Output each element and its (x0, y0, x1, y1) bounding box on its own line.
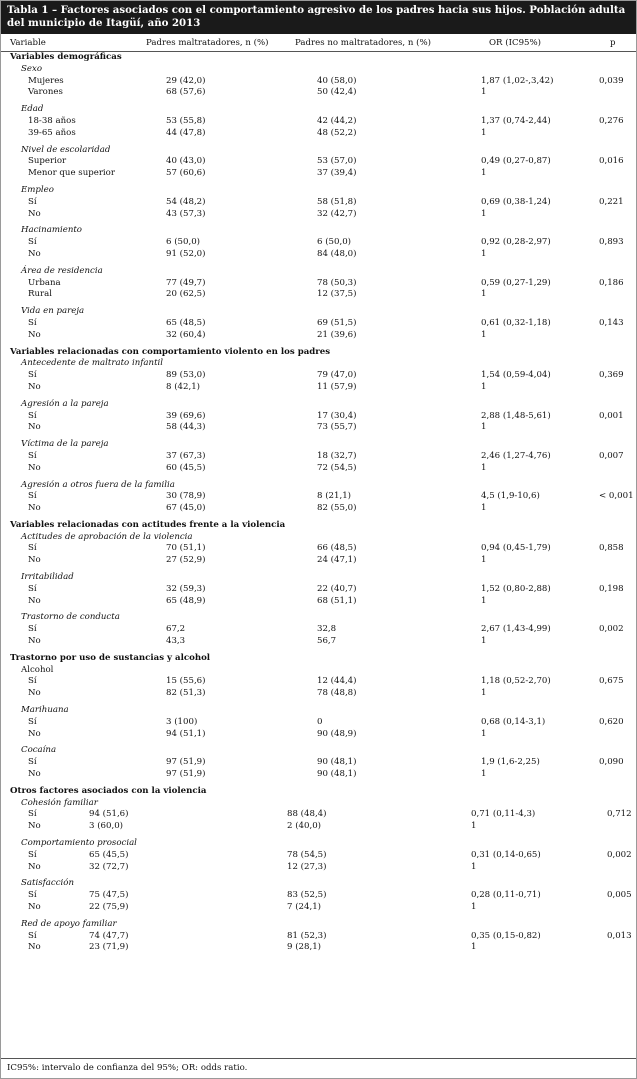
table-row (1, 942, 636, 954)
table-cell: 7 (24,1) (287, 902, 322, 912)
subgroup-heading: Trastorno de conducta (21, 612, 120, 623)
table-row (1, 491, 636, 503)
table-cell: 0,016 (599, 156, 624, 167)
table-cell: 12 (27,3) (287, 861, 327, 872)
table-cell: 44 (47,8) (166, 127, 206, 138)
table-cell: 32 (60,4) (166, 329, 206, 340)
column-header-p: p (610, 38, 616, 48)
table-cell: Sí (28, 809, 37, 820)
table-cell: 67 (45,0) (166, 503, 206, 514)
table-cell: 0,620 (599, 716, 624, 727)
table-cell: 50 (42,4) (317, 87, 357, 98)
table-row (1, 850, 636, 862)
table-cell: No (28, 595, 41, 606)
table-cell: No (28, 208, 41, 219)
table-cell: 70 (51,1) (166, 543, 206, 554)
table-cell: 1 (481, 208, 487, 219)
table-cell: 32 (42,7) (317, 208, 357, 219)
table-row (1, 330, 636, 342)
table-cell: 6 (50,0) (317, 237, 352, 248)
table-row (1, 168, 636, 180)
table-cell: Urbana (28, 277, 61, 288)
table-cell: 3 (100) (166, 716, 198, 727)
table-cell: 8 (21,1) (317, 491, 352, 502)
table-cell: 1 (481, 503, 487, 514)
table-cell: 65 (48,9) (166, 595, 206, 606)
table-body (1, 52, 636, 954)
column-header-row (1, 34, 636, 52)
table-cell: No (28, 902, 41, 912)
group-heading: Trastorno por uso de sustancias y alcohol (10, 652, 211, 663)
subgroup-heading: Red de apoyo familiar (21, 918, 117, 929)
table-cell: 68 (57,6) (166, 87, 206, 98)
table-row (1, 237, 636, 249)
table-row (1, 809, 636, 821)
table-cell: Sí (28, 890, 37, 901)
table-cell: 12 (44,4) (317, 676, 357, 687)
column-header-or: OR (IC95%) (489, 38, 542, 48)
subgroup-heading: Antecedente de maltrato infantil (21, 358, 164, 369)
table-row (1, 451, 636, 463)
table-cell: 75 (47,5) (89, 890, 129, 901)
table-cell: 0,49 (0,27-0,87) (481, 156, 551, 167)
table-cell: 56,7 (317, 636, 337, 647)
table-cell: 0,858 (599, 543, 624, 554)
table-cell: 94 (51,1) (166, 728, 206, 739)
table-cell: 0,186 (599, 277, 624, 288)
table-cell: 1 (481, 127, 487, 138)
table-cell: 0,007 (599, 450, 624, 461)
table-cell: 1,18 (0,52-2,70) (481, 676, 551, 687)
table-title: Tabla 1 – Factores asociados con el comportamiento agresivo de los padres hacia sus hijos. Población adulta del municipio de Itagüí, año 2013 (1, 1, 636, 34)
table-cell: No (28, 942, 41, 953)
table-cell: 1 (471, 861, 477, 872)
table-row (1, 769, 636, 781)
table-cell: No (28, 462, 41, 473)
table-cell: No (28, 728, 41, 739)
table-cell: Sí (28, 370, 37, 381)
table-cell: No (28, 688, 41, 699)
table-row (1, 370, 636, 382)
group-heading: Variables relacionadas con actitudes frente a la violencia (10, 519, 286, 530)
table-cell: 39-65 años (28, 127, 76, 138)
table-cell: 0,35 (0,15-0,82) (471, 930, 541, 941)
subgroup-heading: Vida en pareja (21, 306, 85, 317)
table-cell: 37 (67,3) (166, 450, 206, 461)
subgroup-heading: Alcohol (21, 664, 54, 675)
table-row (1, 422, 636, 434)
subgroup-heading: Actitudes de aprobación de la violencia (21, 531, 193, 542)
table-cell: 4,5 (1,9-10,6) (481, 491, 540, 502)
table-row (1, 676, 636, 688)
table-row (1, 116, 636, 128)
table-cell: 22 (40,7) (317, 583, 357, 594)
table-cell: 0,369 (599, 370, 624, 381)
table-cell: Sí (28, 624, 37, 635)
table-cell: 48 (52,2) (317, 127, 357, 138)
table-cell: Sí (28, 237, 37, 248)
column-header-maltratadores: Padres maltratadores, n (%) (146, 38, 269, 48)
table-cell: 40 (58,0) (317, 75, 357, 86)
table-row (1, 76, 636, 88)
table-cell: 23 (71,9) (89, 942, 129, 953)
table-cell: No (28, 329, 41, 340)
table-cell: 1 (481, 688, 487, 699)
table-cell: 66 (48,5) (317, 543, 357, 554)
table-cell: Sí (28, 676, 37, 687)
table-row (1, 411, 636, 423)
table-cell: 0,001 (599, 410, 624, 421)
table-row (1, 128, 636, 140)
table-cell: 2 (40,0) (287, 821, 322, 832)
table-row (1, 902, 636, 914)
table-cell: Sí (28, 543, 37, 554)
table-cell: 78 (48,8) (317, 688, 357, 699)
table-cell: 53 (55,8) (166, 115, 206, 126)
table-cell: 43 (57,3) (166, 208, 206, 219)
table-cell: 74 (47,7) (89, 930, 129, 941)
table-cell: 30 (78,9) (166, 491, 206, 502)
table-cell: 0,276 (599, 115, 624, 126)
table-cell: 53 (57,0) (317, 156, 357, 167)
table-cell: Sí (28, 849, 37, 860)
table-cell: 97 (51,9) (166, 757, 206, 768)
table-cell: No (28, 503, 41, 514)
table-row (1, 729, 636, 741)
table-row (1, 931, 636, 943)
table-cell: 0,221 (599, 196, 624, 207)
table-row (1, 463, 636, 475)
table-cell: No (28, 769, 41, 780)
table-cell: 24 (47,1) (317, 555, 357, 566)
table-cell: 1 (471, 902, 477, 912)
table-cell: 40 (43,0) (166, 156, 206, 167)
table-cell: 83 (52,5) (287, 890, 327, 901)
table-cell: 0,893 (599, 237, 624, 248)
table-row (1, 555, 636, 567)
table-row (1, 862, 636, 874)
table-cell: No (28, 555, 41, 566)
table-cell: 88 (48,4) (287, 809, 327, 820)
table-cell: 1,52 (0,80-2,88) (481, 583, 551, 594)
subgroup-heading: Agresión a la pareja (21, 398, 109, 409)
table-cell: 1 (481, 87, 487, 98)
table-row (1, 289, 636, 301)
table-cell: Varones (28, 87, 63, 98)
table-cell: 1 (481, 595, 487, 606)
table-row (1, 503, 636, 515)
table-cell: 0,31 (0,14-0,65) (471, 849, 541, 860)
table-cell: 0,92 (0,28-2,97) (481, 237, 551, 248)
table-cell: 42 (44,2) (317, 115, 357, 126)
table-cell: 1 (471, 942, 477, 953)
table-cell: 1 (481, 769, 487, 780)
table-cell: 1 (481, 289, 487, 300)
table-cell: Sí (28, 196, 37, 207)
table-cell: 8 (42,1) (166, 381, 201, 392)
table-cell: 90 (48,1) (317, 769, 357, 780)
table-cell: 94 (51,6) (89, 809, 129, 820)
table-cell: No (28, 381, 41, 392)
table-cell: 1 (481, 555, 487, 566)
table-cell: Superior (28, 156, 67, 167)
table-cell: 27 (52,9) (166, 555, 206, 566)
table-row (1, 543, 636, 555)
table-cell: 77 (49,7) (166, 277, 206, 288)
table-cell: 82 (55,0) (317, 503, 357, 514)
table-cell: 73 (55,7) (317, 422, 357, 433)
table-row (1, 197, 636, 209)
table-cell: 32 (72,7) (89, 861, 129, 872)
table-cell: 78 (54,5) (287, 849, 327, 860)
table-cell: 1,37 (0,74-2,44) (481, 115, 551, 126)
table-cell: 1,87 (1,02-,3,42) (481, 75, 554, 86)
table-row (1, 890, 636, 902)
table-cell: 81 (52,3) (287, 930, 327, 941)
subgroup-heading: Agresión a otros fuera de la familia (21, 479, 175, 490)
table-cell: 65 (48,5) (166, 317, 206, 328)
table-cell: 1 (481, 636, 487, 647)
table-cell: 22 (75,9) (89, 902, 129, 912)
table-cell: 1 (481, 168, 487, 179)
table-row (1, 636, 636, 648)
table-cell: 60 (45,5) (166, 462, 206, 473)
table-cell: 32 (59,3) (166, 583, 206, 594)
table-cell: 90 (48,9) (317, 728, 357, 739)
table-cell: 0,002 (599, 624, 624, 635)
table-row (1, 688, 636, 700)
table-cell: 58 (44,3) (166, 422, 206, 433)
table-row (1, 278, 636, 290)
subgroup-heading: Comportamiento prosocial (21, 838, 137, 849)
table-cell: 0,198 (599, 583, 624, 594)
table-cell: Sí (28, 583, 37, 594)
table-row (1, 624, 636, 636)
table-cell: No (28, 422, 41, 433)
table-cell: 0,005 (607, 890, 632, 901)
table-cell: 0,039 (599, 75, 624, 86)
table-cell: 1 (481, 728, 487, 739)
subgroup-heading: Cocaína (21, 745, 57, 756)
table-cell: 0,71 (0,11-4,3) (471, 809, 536, 820)
table-cell: Mujeres (28, 75, 64, 86)
table-row (1, 584, 636, 596)
table-cell: 0,94 (0,45-1,79) (481, 543, 551, 554)
table-cell: 1 (471, 821, 477, 832)
table-cell: 69 (51,5) (317, 317, 357, 328)
table-cell: 65 (45,5) (89, 849, 129, 860)
table-cell: 21 (39,6) (317, 329, 357, 340)
table-row (1, 156, 636, 168)
subgroup-heading: Sexo (21, 63, 42, 74)
table-cell: 39 (69,6) (166, 410, 206, 421)
table-cell: 18 (32,7) (317, 450, 357, 461)
group-heading: Variables relacionadas con comportamiento violento en los padres (10, 346, 331, 357)
table-cell: 0,090 (599, 757, 624, 768)
subgroup-heading: Nivel de escolaridad (21, 144, 111, 155)
table-cell: 84 (48,0) (317, 248, 357, 259)
table-cell: No (28, 821, 41, 832)
table-cell: Sí (28, 491, 37, 502)
table-cell: 3 (60,0) (89, 821, 124, 832)
table-cell: 0,59 (0,27-1,29) (481, 277, 551, 288)
table-cell: 2,67 (1,43-4,99) (481, 624, 551, 635)
table-cell: No (28, 861, 41, 872)
subgroup-heading: Marihuana (21, 705, 69, 716)
table-cell: 37 (39,4) (317, 168, 357, 179)
table-cell: Menor que superior (28, 168, 115, 179)
table-cell: 43,3 (166, 636, 186, 647)
table-cell: 0,68 (0,14-3,1) (481, 716, 546, 727)
table-cell: 72 (54,5) (317, 462, 357, 473)
table-row (1, 382, 636, 394)
table-cell: Rural (28, 289, 52, 300)
subgroup-heading: Hacinamiento (21, 225, 82, 236)
subgroup-heading: Víctima de la pareja (21, 439, 109, 450)
subgroup-heading: Área de residencia (21, 265, 103, 276)
table-cell: < 0,001 (599, 491, 634, 502)
table-cell: 79 (47,0) (317, 370, 357, 381)
table-cell: 1 (481, 462, 487, 473)
table-cell: 0,013 (607, 930, 632, 941)
table-cell: 1 (481, 329, 487, 340)
table-cell: 0,712 (607, 809, 632, 820)
table-cell: 57 (60,6) (166, 168, 206, 179)
table-cell: 54 (48,2) (166, 196, 206, 207)
group-heading: Variables demográficas (10, 52, 122, 62)
table-cell: 1 (481, 422, 487, 433)
table-cell: 67,2 (166, 624, 186, 635)
table-cell: 17 (30,4) (317, 410, 357, 421)
table-cell: Sí (28, 757, 37, 768)
table-cell: 1,54 (0,59-4,04) (481, 370, 551, 381)
table-cell: 29 (42,0) (166, 75, 206, 86)
table-footnote: IC95%: intervalo de confianza del 95%; OR: odds ratio. (1, 1058, 636, 1078)
table-cell: Sí (28, 450, 37, 461)
table-cell: 78 (50,3) (317, 277, 357, 288)
table-cell: 1,9 (1,6-2,25) (481, 757, 540, 768)
table-cell: 0 (317, 716, 323, 727)
subgroup-heading: Irritabilidad (21, 572, 74, 583)
table-row (1, 757, 636, 769)
table-cell: 0,002 (607, 849, 632, 860)
table-cell: 2,46 (1,27-4,76) (481, 450, 551, 461)
table-cell: No (28, 248, 41, 259)
table-cell: 90 (48,1) (317, 757, 357, 768)
table-cell: 12 (37,5) (317, 289, 357, 300)
table-cell: 0,675 (599, 676, 624, 687)
table-cell: 0,61 (0,32-1,18) (481, 317, 551, 328)
table-cell: 11 (57,9) (317, 381, 357, 392)
table-cell: 0,143 (599, 317, 624, 328)
table-cell: 82 (51,3) (166, 688, 206, 699)
table-cell: 89 (53,0) (166, 370, 206, 381)
table-row (1, 249, 636, 261)
table-cell: Sí (28, 930, 37, 941)
column-header-no-maltratadores: Padres no maltratadores, n (%) (295, 38, 431, 48)
table-cell: 97 (51,9) (166, 769, 206, 780)
table-cell: No (28, 636, 41, 647)
table-row (1, 318, 636, 330)
table-cell: 9 (28,1) (287, 942, 322, 953)
table-cell: 0,69 (0,38-1,24) (481, 196, 551, 207)
subgroup-heading: Cohesión familiar (21, 797, 98, 808)
table-cell: Sí (28, 410, 37, 421)
table-cell: Sí (28, 317, 37, 328)
table-cell: 1 (481, 381, 487, 392)
subgroup-heading: Edad (21, 104, 44, 115)
table-row (1, 717, 636, 729)
table-cell: 32,8 (317, 624, 337, 635)
table-cell: 6 (50,0) (166, 237, 201, 248)
table-cell: 58 (51,8) (317, 196, 357, 207)
table-row (1, 596, 636, 608)
table-cell: 2,88 (1,48-5,61) (481, 410, 551, 421)
table-row (1, 87, 636, 99)
table-cell: 20 (62,5) (166, 289, 206, 300)
table-cell: 0,28 (0,11-0,71) (471, 890, 541, 901)
table-cell: 1 (481, 248, 487, 259)
table-row (1, 821, 636, 833)
table-cell: 68 (51,1) (317, 595, 357, 606)
table-cell: 15 (55,6) (166, 676, 206, 687)
subgroup-heading: Empleo (21, 184, 54, 195)
column-header-variable: Variable (10, 38, 46, 48)
table-cell: 18-38 años (28, 115, 76, 126)
subgroup-heading: Satisfacción (21, 878, 75, 889)
table-cell: Sí (28, 716, 37, 727)
table-row (1, 209, 636, 221)
table-cell: 91 (52,0) (166, 248, 206, 259)
group-heading: Otros factores asociados con la violencia (10, 785, 207, 796)
